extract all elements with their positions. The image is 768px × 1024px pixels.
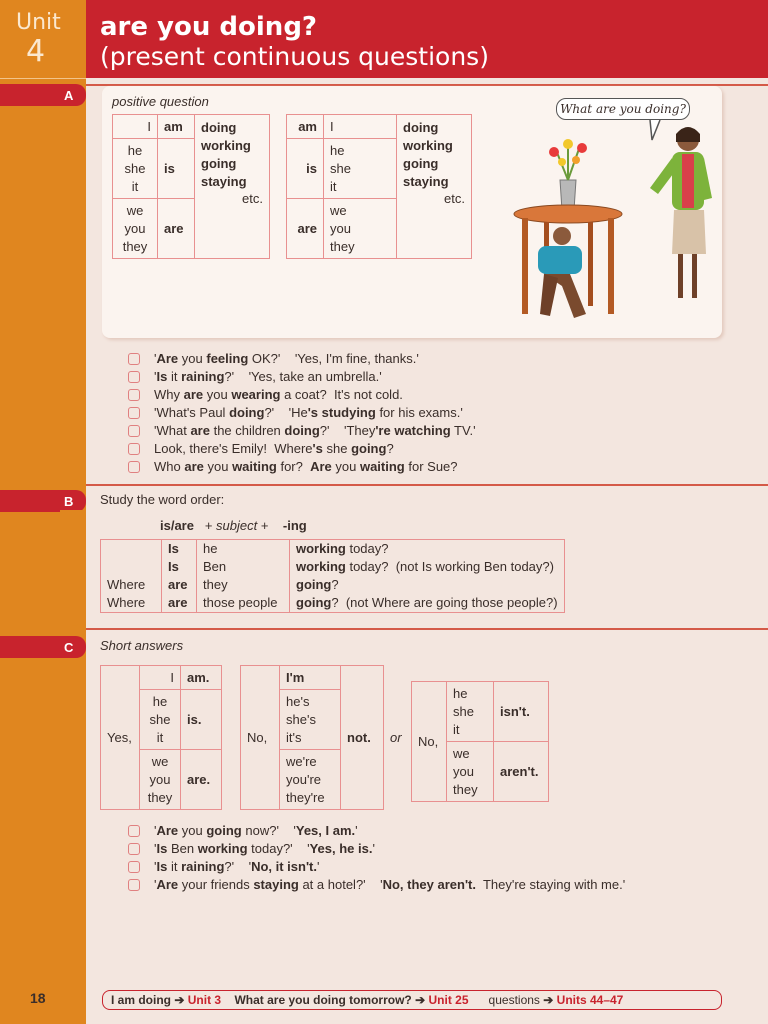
- example-text: TV.': [450, 423, 476, 438]
- arrow-icon: ➔: [174, 993, 185, 1007]
- cell-text: Where: [107, 577, 146, 592]
- flower-vase-icon: [549, 139, 587, 210]
- example-text: you: [178, 823, 207, 838]
- section-c-letter: C: [64, 640, 74, 655]
- example-text: ?' 'He: [264, 405, 308, 420]
- cell-rest: today?: [345, 541, 389, 556]
- section-b-divider: [86, 484, 768, 486]
- example-text: 'What: [154, 423, 191, 438]
- section-a-letter: A: [64, 88, 74, 103]
- etc: etc.: [242, 191, 263, 206]
- cell: we're you're they're: [280, 750, 341, 810]
- cell: we you they: [324, 199, 397, 259]
- contraction: I'm: [286, 670, 305, 685]
- cell: [197, 558, 290, 576]
- cell: [162, 558, 197, 576]
- no-cell: No,: [412, 682, 447, 802]
- cell: aren't.: [494, 742, 549, 802]
- cell-verb: working: [296, 541, 346, 556]
- example-row: [128, 822, 625, 840]
- example-text: Yes, he is.: [309, 841, 373, 856]
- cell: [162, 594, 197, 613]
- cell: isn't.: [494, 682, 549, 742]
- cell: I: [140, 666, 181, 690]
- positive-question-label: positive question: [112, 94, 209, 109]
- cell: [290, 540, 565, 559]
- verb-list: doing working going staying: [201, 120, 251, 189]
- speech-bubble: What are you doing?: [556, 98, 690, 120]
- example-text: Is: [156, 859, 168, 874]
- table-row: [101, 540, 565, 559]
- cell: am: [287, 115, 324, 139]
- unit-box: [0, 0, 86, 79]
- example-text: ?' ': [224, 859, 252, 874]
- example-text: They're staying with me.': [475, 877, 626, 892]
- cross-reference-bar: [102, 990, 722, 1010]
- example-row: [128, 404, 476, 422]
- example-text: ': [154, 351, 157, 366]
- example-text: it: [167, 369, 182, 384]
- example-text: are: [184, 459, 204, 474]
- or-label: or: [390, 730, 402, 745]
- cell: is: [287, 139, 324, 199]
- cell: [290, 576, 565, 594]
- no-short-table: [411, 681, 549, 802]
- etc: etc.: [444, 191, 465, 206]
- section-c-divider: [86, 628, 768, 630]
- example-text: wearing: [231, 387, 281, 402]
- table-row: [101, 594, 565, 613]
- example-text: you: [331, 459, 360, 474]
- section-a-examples: [128, 350, 476, 476]
- example-text: raining: [181, 369, 225, 384]
- example-text: waiting: [232, 459, 277, 474]
- formula-part: is/are: [160, 518, 194, 533]
- example-text: No, they aren't.: [382, 877, 476, 892]
- illustration: [500, 118, 720, 333]
- example-text: 'What's Paul: [154, 405, 230, 420]
- checkbox-icon[interactable]: [128, 371, 140, 383]
- example-text: Ben: [167, 841, 198, 856]
- cell: we you they: [113, 199, 158, 259]
- formula-plus: +: [260, 518, 269, 533]
- bubble-tail: [650, 120, 660, 140]
- example-text: ': [154, 369, 157, 384]
- example-text: Why: [154, 387, 184, 402]
- example-text: ?: [386, 441, 394, 456]
- word-order-table: [100, 539, 565, 613]
- unit-number: 4: [26, 34, 46, 69]
- example-text: going: [351, 441, 387, 456]
- cell: he she it: [324, 139, 397, 199]
- example-text: you: [203, 459, 233, 474]
- example-text: ?' 'They: [319, 423, 376, 438]
- cell: he she it: [113, 139, 158, 199]
- sidebar-curve: [60, 300, 86, 480]
- cell-text: he: [203, 541, 218, 556]
- example-row: [128, 440, 476, 458]
- yes-table: [100, 665, 222, 810]
- example-text: No, it isn't.: [251, 859, 317, 874]
- cell: [290, 594, 565, 613]
- example-text: it: [167, 859, 182, 874]
- example-text: your friends: [178, 877, 254, 892]
- example-row: [128, 386, 476, 404]
- checkbox-icon[interactable]: [128, 843, 140, 855]
- example-text: you: [203, 387, 232, 402]
- cell-rest: ?: [331, 577, 339, 592]
- checkbox-icon[interactable]: [128, 389, 140, 401]
- cell: is: [158, 139, 195, 199]
- example-text: at a hotel?' ': [298, 877, 383, 892]
- xref-link-units44[interactable]: Units 44–47: [556, 993, 624, 1007]
- not-cell: not.: [341, 666, 384, 810]
- example-text: today?' ': [247, 841, 310, 856]
- example-text: Who: [154, 459, 185, 474]
- cell: [101, 540, 162, 559]
- example-text: a coat? It's not cold.: [280, 387, 403, 402]
- example-text: Are: [156, 351, 179, 366]
- cell: [197, 540, 290, 559]
- page-title: are you doing?: [100, 12, 318, 42]
- example-text: Yes, I am.: [295, 823, 356, 838]
- cell: I: [324, 115, 397, 139]
- example-text: you: [178, 351, 207, 366]
- cell: is.: [181, 690, 222, 750]
- cell-verb: going: [296, 577, 332, 592]
- cell: he she it: [140, 690, 181, 750]
- no-table: [240, 665, 384, 810]
- formula-part: subject: [216, 518, 258, 533]
- cell: [101, 594, 162, 613]
- example-text: going: [206, 823, 242, 838]
- positive-table: [112, 114, 270, 259]
- example-text: working: [197, 841, 248, 856]
- cell: he's she's it's: [280, 690, 341, 750]
- cell-rest: today? (not Is working Ben today?): [345, 559, 554, 574]
- example-row: [128, 858, 625, 876]
- cell: [162, 576, 197, 594]
- cell: I: [113, 115, 158, 139]
- cell: [101, 558, 162, 576]
- cell: are.: [181, 750, 222, 810]
- yes-cell: Yes,: [101, 666, 140, 810]
- example-text: ': [154, 841, 157, 856]
- word-order-formula: [160, 518, 307, 533]
- example-row: [128, 368, 476, 386]
- example-text: Look, there's Emily! Where: [154, 441, 313, 456]
- example-text: ': [154, 823, 157, 838]
- cell: [162, 540, 197, 559]
- example-text: 's studying: [307, 405, 376, 420]
- example-row: [128, 422, 476, 440]
- formula-plus: +: [204, 518, 213, 533]
- table-row: [101, 558, 565, 576]
- example-text: the children: [209, 423, 285, 438]
- cell-text: Is: [168, 559, 179, 574]
- question-table: [286, 114, 472, 259]
- example-text: ?' 'Yes, take an umbrella.': [224, 369, 382, 384]
- section-b-letter: B: [64, 494, 74, 509]
- cell-text: they: [203, 577, 228, 592]
- xref-text: I am doing: [111, 993, 175, 1007]
- example-text: doing: [229, 405, 265, 420]
- cell-rest: ? (not Where are going those people?): [331, 595, 558, 610]
- checkbox-icon[interactable]: [128, 825, 140, 837]
- example-text: doing: [284, 423, 320, 438]
- verb-list: doing working going staying: [403, 120, 453, 189]
- example-row: [128, 876, 625, 894]
- example-text: ': [154, 877, 157, 892]
- cell: are: [287, 199, 324, 259]
- verb-cell: [397, 115, 472, 259]
- xref-text: What are you doing tomorrow?: [234, 993, 416, 1007]
- formula-part: -ing: [282, 518, 307, 533]
- unit-word: Unit: [16, 10, 61, 35]
- checkbox-icon[interactable]: [128, 879, 140, 891]
- checkbox-icon[interactable]: [128, 443, 140, 455]
- example-text: are: [183, 387, 204, 402]
- arrow-icon: ➔: [415, 993, 426, 1007]
- cell: [280, 666, 341, 690]
- sidebar-curve: [60, 510, 86, 626]
- cell: [197, 576, 290, 594]
- xref-link-unit25[interactable]: Unit 25: [428, 993, 469, 1007]
- example-text: raining: [181, 859, 225, 874]
- example-text: are: [190, 423, 210, 438]
- example-text: 's: [312, 441, 323, 456]
- cell: [197, 594, 290, 613]
- example-text: ': [154, 859, 157, 874]
- example-text: Is: [156, 841, 168, 856]
- cell: am: [158, 115, 195, 139]
- verb-cell: [195, 115, 270, 259]
- example-text: Are: [156, 877, 179, 892]
- example-text: waiting: [359, 459, 405, 474]
- example-text: ': [372, 841, 375, 856]
- cell: am.: [181, 666, 222, 690]
- page-number: 18: [30, 990, 46, 1006]
- example-text: ': [355, 823, 358, 838]
- cell: we you they: [447, 742, 494, 802]
- cell-text: are: [168, 595, 188, 610]
- checkbox-icon[interactable]: [128, 353, 140, 365]
- xref-text: questions: [488, 993, 544, 1007]
- cell-verb: going: [296, 595, 332, 610]
- example-row: [128, 840, 625, 858]
- example-text: feeling: [206, 351, 249, 366]
- no-cell: No,: [241, 666, 280, 810]
- example-text: Are: [310, 459, 332, 474]
- example-row: [128, 458, 476, 476]
- example-text: for his exams.': [375, 405, 463, 420]
- example-row: [128, 350, 476, 368]
- word-order-intro: Study the word order:: [100, 492, 225, 507]
- example-text: OK?' 'Yes, I'm fine, thanks.': [248, 351, 419, 366]
- xref-link-unit3[interactable]: Unit 3: [187, 993, 222, 1007]
- page-subtitle: (present continuous questions): [100, 42, 489, 71]
- cell: we you they: [140, 750, 181, 810]
- cell-text: Is: [168, 541, 179, 556]
- cell-text: Where: [107, 595, 146, 610]
- cell-verb: working: [296, 559, 346, 574]
- table-row: [101, 576, 565, 594]
- example-text: 're watching: [375, 423, 451, 438]
- checkbox-icon[interactable]: [128, 861, 140, 873]
- cell: he she it: [447, 682, 494, 742]
- cell: are: [158, 199, 195, 259]
- arrow-icon: ➔: [543, 993, 554, 1007]
- example-text: ': [316, 859, 320, 874]
- example-text: for Sue?: [404, 459, 458, 474]
- checkbox-icon[interactable]: [128, 407, 140, 419]
- example-text: now?' ': [241, 823, 296, 838]
- example-text: Is: [156, 369, 168, 384]
- short-answers-label: Short answers: [100, 638, 184, 653]
- example-text: staying: [253, 877, 299, 892]
- cell-text: those people: [203, 595, 278, 610]
- section-c-examples: [128, 822, 625, 894]
- cell: [101, 576, 162, 594]
- cell-text: are: [168, 577, 188, 592]
- checkbox-icon[interactable]: [128, 425, 140, 437]
- cell: [290, 558, 565, 576]
- checkbox-icon[interactable]: [128, 461, 140, 473]
- woman-icon: [650, 127, 712, 298]
- example-text: for?: [276, 459, 311, 474]
- cell-text: Ben: [203, 559, 227, 574]
- example-text: Are: [156, 823, 179, 838]
- example-text: she: [322, 441, 352, 456]
